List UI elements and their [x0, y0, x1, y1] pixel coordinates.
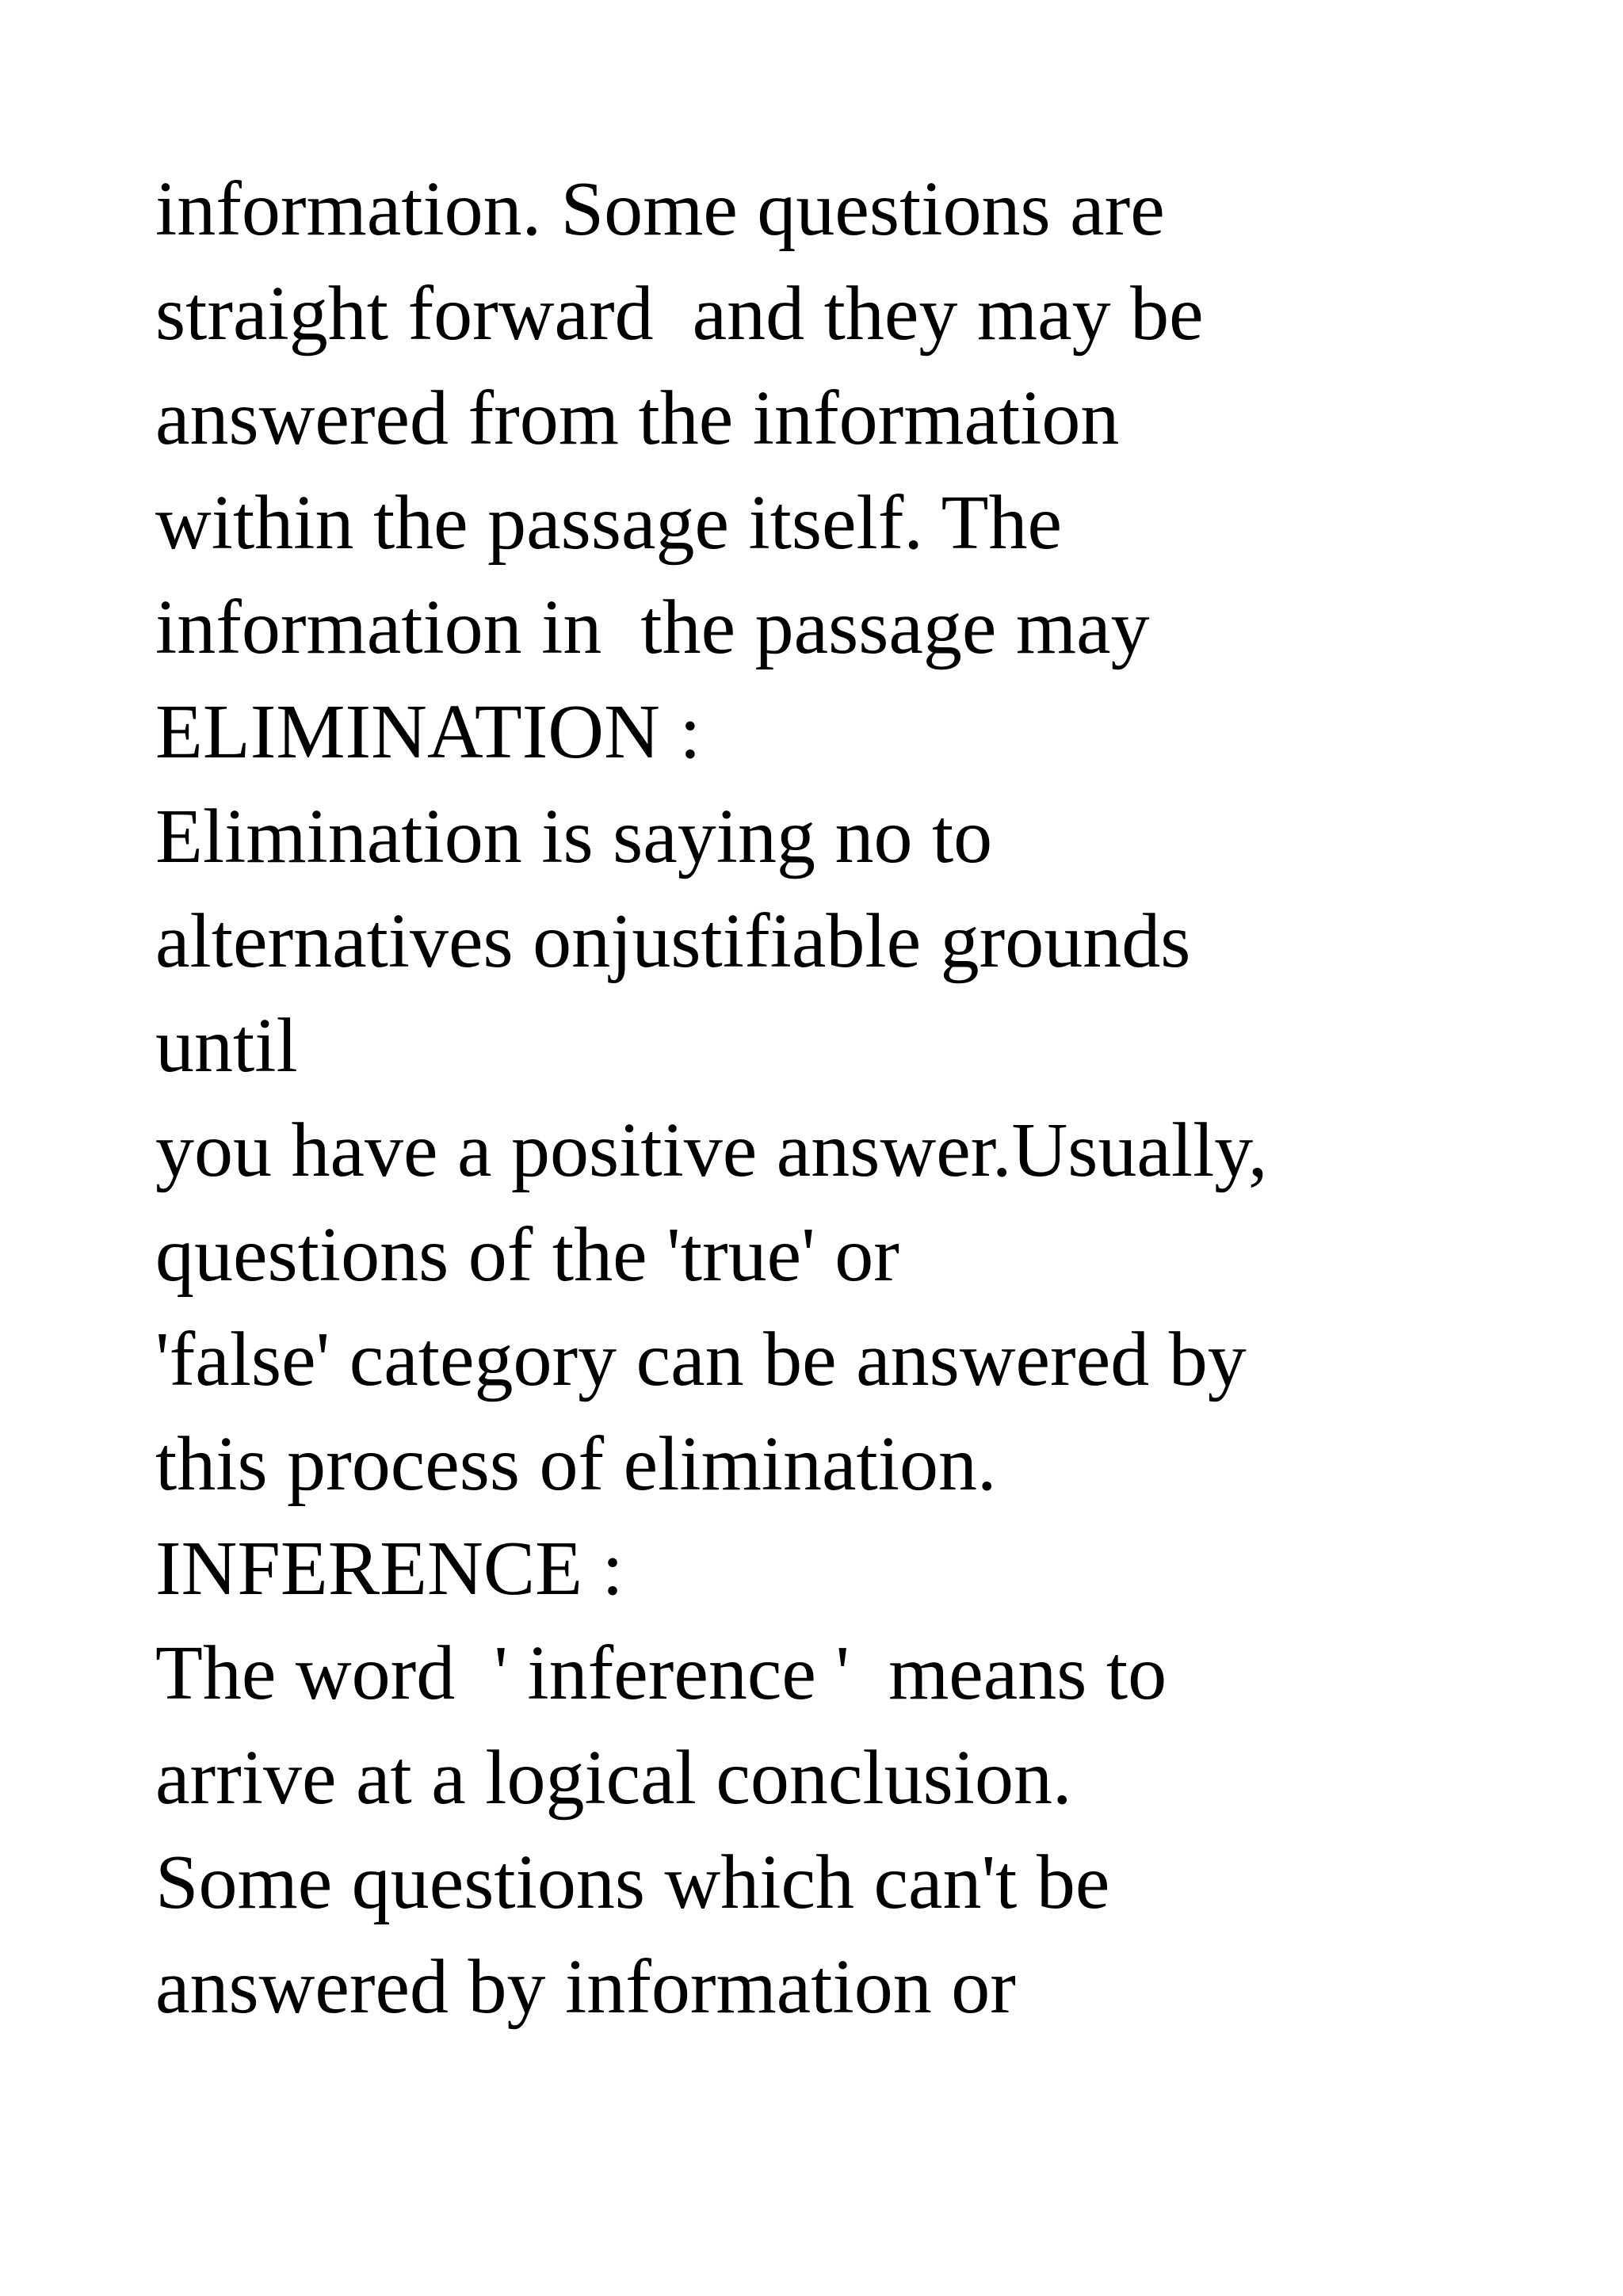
text-line: arrive at a logical conclusion. — [155, 1735, 1072, 1821]
text-line: straight forward and they may be — [155, 271, 1204, 357]
text-line: Some questions which can't be — [155, 1840, 1110, 1925]
section-heading-inference: INFERENCE : — [155, 1526, 624, 1611]
text-line: within the passage itself. The — [155, 480, 1062, 566]
document-body — [155, 157, 1582, 2039]
text-line: alternatives onjustifiable grounds — [155, 898, 1191, 984]
text-line: Elimination is saying no to — [155, 794, 993, 879]
text-line: answered from the information — [155, 376, 1120, 461]
text-line: 'false' category can be answered by — [155, 1317, 1247, 1402]
text-line: answered by information or — [155, 1944, 1016, 2030]
text-line: information in the passage may — [155, 585, 1150, 670]
text-line: you have a positive answer.Usually, — [155, 1108, 1268, 1193]
text-line: The word ' inference ' means to — [155, 1630, 1167, 1716]
section-heading-elimination: ELIMINATION : — [155, 689, 701, 775]
text-line: until — [155, 1003, 298, 1089]
text-line: this process of elimination. — [155, 1421, 997, 1507]
text-line: questions of the 'true' or — [155, 1212, 899, 1298]
text-line: information. Some questions are — [155, 166, 1165, 252]
